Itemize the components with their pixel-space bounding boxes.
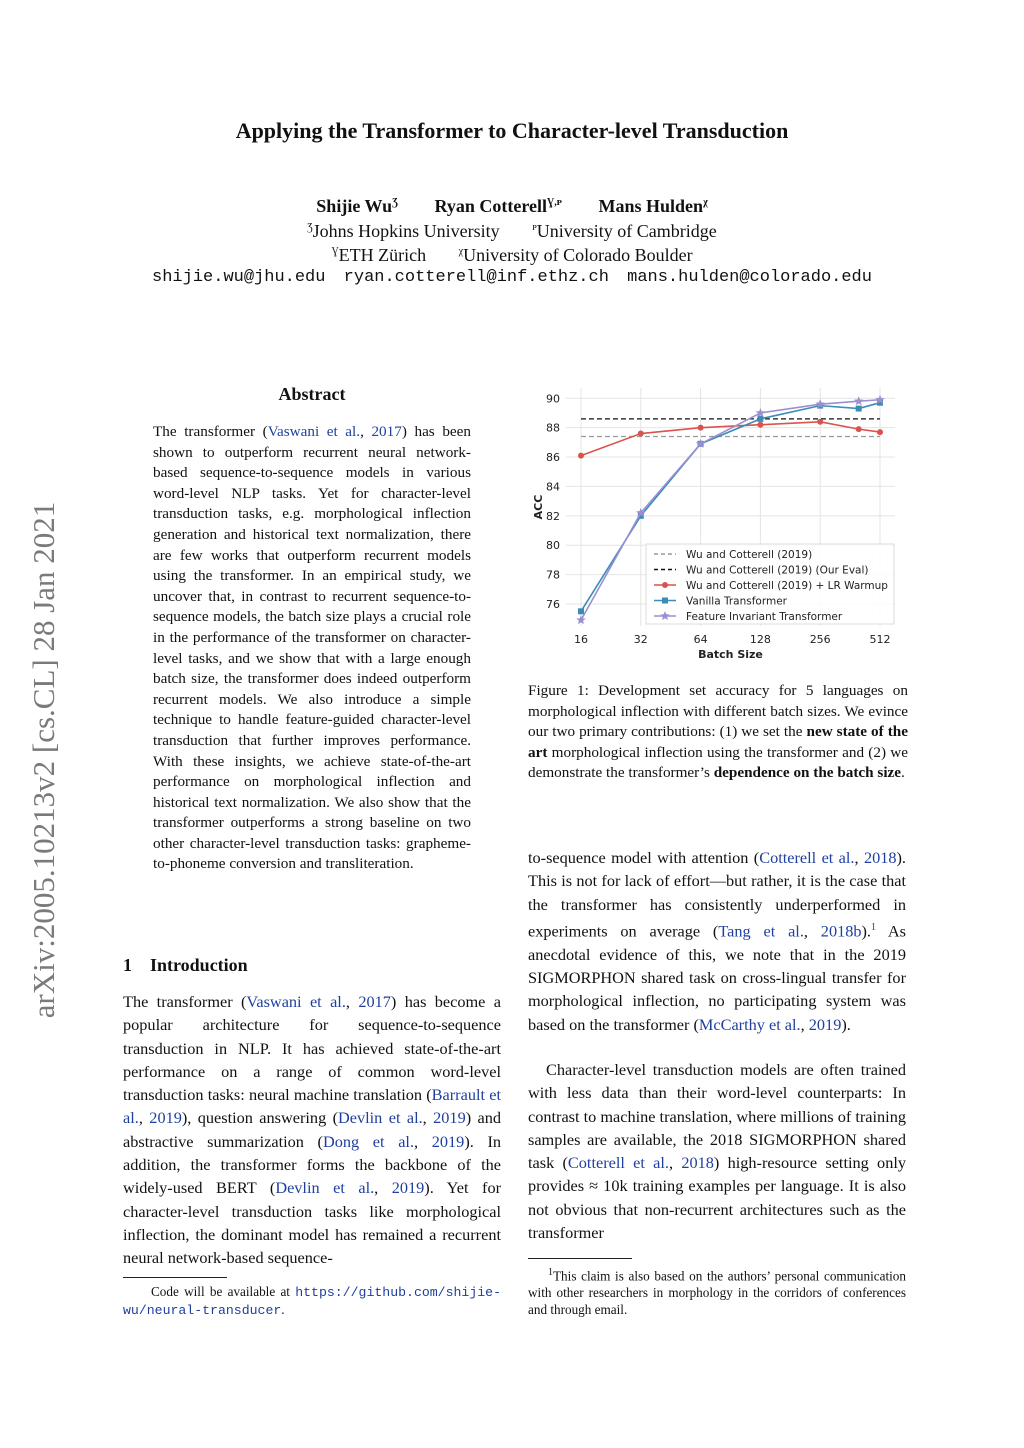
right-paragraph-1: to-sequence model with attention (Cotterell et al., 2018). This is not for lack of effort—but rather, it is the case that the transformer has consistently underperformed in experiments on average (Tang et al., 2018b).$^1$ As anecdotal evidence of this, we note that in the 2019 SIGMORPHON shared task on cross-lingual transfer for morphological inflection, no participating system was based on the transformer (McCarthy et al., 2019). bbox=[528, 848, 907, 1034]
citation-link[interactable]: 2018b bbox=[820, 921, 862, 941]
y-tick-label: 82 bbox=[546, 509, 560, 523]
data-point bbox=[856, 406, 862, 412]
legend-label: Wu and Cotterell (2019) + LR Warmup bbox=[686, 580, 888, 592]
data-point bbox=[856, 426, 862, 432]
x-tick-label: 512 bbox=[869, 633, 891, 646]
footnote-rule bbox=[528, 1258, 632, 1259]
paper-title: Applying the Transformer to Character-level Transduction bbox=[235, 118, 789, 143]
citation-link[interactable]: 2019 bbox=[808, 1014, 842, 1034]
legend-label: Vanilla Transformer bbox=[686, 595, 787, 608]
citation-link[interactable]: Cotterell et al. bbox=[567, 1153, 669, 1173]
x-tick-label: 16 bbox=[574, 633, 588, 646]
affiliation: $^ᴩ$University of Cambridge bbox=[532, 221, 717, 241]
abstract-body: The transformer (Vaswani et al., 2017) has been shown to outperform recurrent neural network-based sequence-to-sequence models in various word-level NLP tasks. Yet for character-level transduction tasks, e.g. morphological inflection generation and historical text normalization, there are few works that outperform recurrent models using the transformer. In an empirical study, we uncover that, in contrast to recurrent sequence-to-sequence models, the batch size plays a crucial role in the performance of the transformer on character-level tasks, and we show that with a large enough batch size, the transformer does indeed outperform recurrent models. We also introduce a simple technique to handle feature-guided character-level transduction that further improves performance. With these insights, we achieve state-of-the-art performance on morphological inflection and historical text normalization. We also show that the transformer outperforms a strong baseline on two other character-level transduction tasks: grapheme-to-phoneme conversion and transliteration. bbox=[153, 423, 471, 873]
figure-1-caption: Figure 1: Development set accuracy for 5 languages on morphological inflection with different batch sizes. We evince our two primary contributions: (1) we set the new state of the art morphological inflection using the transformer and (2) we demonstrate the transformer’s dependence on the batch size. bbox=[528, 682, 908, 782]
data-point bbox=[662, 582, 668, 588]
email-link[interactable]: shijie.wu@jhu.edu bbox=[152, 268, 326, 287]
data-point bbox=[662, 598, 668, 604]
citation-link[interactable]: 2019 bbox=[391, 1178, 425, 1198]
citation-link[interactable]: Cotterell et al. bbox=[759, 848, 855, 867]
citation-link[interactable]: Devlin et al. bbox=[275, 1178, 375, 1198]
y-tick-label: 80 bbox=[546, 539, 560, 553]
footnote-marker[interactable]: 1 bbox=[871, 921, 876, 933]
arxiv-id: arXiv:2005.10213v2 [cs.CL] 28 Jan 2021 bbox=[26, 501, 61, 1019]
citation-link[interactable]: Barrault et al. bbox=[123, 1085, 501, 1128]
data-point bbox=[877, 429, 883, 435]
author: Shijie $Wu^Ʒ$ bbox=[316, 196, 398, 216]
citation-link[interactable]: Dong et al. bbox=[322, 1131, 415, 1151]
email-link[interactable]: ryan.cotterell@inf.ethz.ch bbox=[343, 268, 609, 287]
y-tick-label: 88 bbox=[546, 421, 560, 435]
footnote-rule bbox=[123, 1277, 227, 1278]
legend-label: Wu and Cotterell (2019) bbox=[686, 549, 813, 561]
y-tick-label: 76 bbox=[546, 597, 560, 611]
data-point bbox=[698, 425, 704, 431]
x-tick-label: 32 bbox=[633, 633, 648, 646]
chart-legend bbox=[646, 544, 894, 624]
x-axis-label: Batch Size bbox=[698, 648, 763, 661]
data-point bbox=[817, 419, 823, 425]
data-point bbox=[854, 396, 864, 405]
y-tick-label: 78 bbox=[546, 568, 560, 582]
series-line bbox=[581, 422, 880, 456]
affiliations-line-1 bbox=[0, 221, 1024, 242]
abstract-heading: Abstract bbox=[278, 384, 346, 404]
y-tick-label: 90 bbox=[546, 392, 560, 406]
citation-link[interactable]: 2019 bbox=[431, 1131, 465, 1151]
intro-paragraph: The transformer (Vaswani et al., 2017) has become a popular architecture for sequence-to-sequence transduction in NLP. It has achieved state-of-the-art performance on a range of common word-level transduction tasks: neural machine translation (Barrault et al., 2019), question answering (Devlin et al., 2019) and abstractive summarization (Dong et al., 2019). In addition, the transformer forms the backbone of the widely-used BERT (Devlin et al., 2019). Yet for character-level transduction tasks like morphological inflection, the dominant model has remained a recurrent neural network-based sequence- bbox=[123, 992, 502, 1268]
email-link[interactable]: mans.hulden@colorado.edu bbox=[627, 268, 872, 287]
figure-1-chart bbox=[526, 380, 910, 665]
y-tick-label: 86 bbox=[546, 451, 560, 465]
author: Mans Hulden$^\chi$ bbox=[598, 196, 708, 216]
author-list bbox=[0, 196, 1024, 217]
right-paragraph-2: Character-level transduction models are often trained with less data than their word-level counterparts: In contrast to machine translation, where millions of training samples are available, the 2018 SIGMORPHON shared task (Cotterell et al., 2018) high-resource setting only provides ≈ 10k training examples per language. It is also not obvious that non-recurrent architectures such as the transformer bbox=[528, 1060, 907, 1243]
legend-label: Wu and Cotterell (2019) (Our Eval) bbox=[686, 564, 869, 577]
author: Ryan Cotterell$^{Ɣ,ᴩ}$ bbox=[434, 196, 563, 216]
citation-link[interactable]: Vaswani et al. bbox=[246, 992, 346, 1011]
citation-link[interactable]: 2019 bbox=[149, 1108, 182, 1128]
data-point bbox=[757, 416, 763, 422]
citation-link[interactable]: Devlin et al. bbox=[338, 1108, 423, 1128]
y-tick-label: 84 bbox=[546, 480, 560, 494]
citation-link[interactable]: 2017 bbox=[371, 423, 402, 440]
data-point bbox=[638, 431, 644, 437]
data-point bbox=[578, 453, 584, 459]
affiliations-line-2 bbox=[0, 245, 1024, 266]
data-point bbox=[578, 608, 584, 614]
citation-link[interactable]: 2017 bbox=[358, 992, 391, 1011]
affiliation: $^\chi$University of Colorado Boulder bbox=[458, 245, 693, 265]
y-axis-label: ACC bbox=[532, 494, 545, 520]
legend-label: Feature Invariant Transformer bbox=[686, 611, 843, 623]
citation-link[interactable]: Vaswani et al. bbox=[267, 423, 361, 440]
citation-link[interactable]: 2018 bbox=[863, 848, 897, 867]
repo-link[interactable]: https://github.com/shijie-wu/neural-transducer bbox=[123, 1285, 501, 1318]
x-tick-label: 64 bbox=[693, 633, 708, 646]
citation-link[interactable]: 2019 bbox=[433, 1108, 466, 1128]
citation-link[interactable]: Tang et al. bbox=[718, 921, 804, 941]
data-point bbox=[757, 422, 763, 428]
citation-link[interactable]: McCarthy et al. bbox=[698, 1014, 801, 1034]
citation-link[interactable]: 2018 bbox=[681, 1153, 714, 1173]
arxiv-sidebar bbox=[14, 460, 74, 1060]
author-emails bbox=[0, 268, 1024, 287]
x-tick-label: 256 bbox=[809, 633, 831, 646]
footnote-code: Code will be available at https://github.com/shijie-wu/neural-transducer. bbox=[123, 1284, 501, 1318]
affiliation: $^Ɣ$ETH Zürich bbox=[331, 245, 427, 265]
section-heading-introduction: 1 Introduction bbox=[123, 955, 248, 975]
affiliation: $^Ʒ$Johns Hopkins University bbox=[307, 221, 500, 241]
footnote-1: $^1$This claim is also based on the authors’ personal communication with other researchers in morphology in the corridors of conferences and through email. bbox=[528, 1267, 906, 1318]
x-tick-label: 128 bbox=[749, 633, 771, 646]
